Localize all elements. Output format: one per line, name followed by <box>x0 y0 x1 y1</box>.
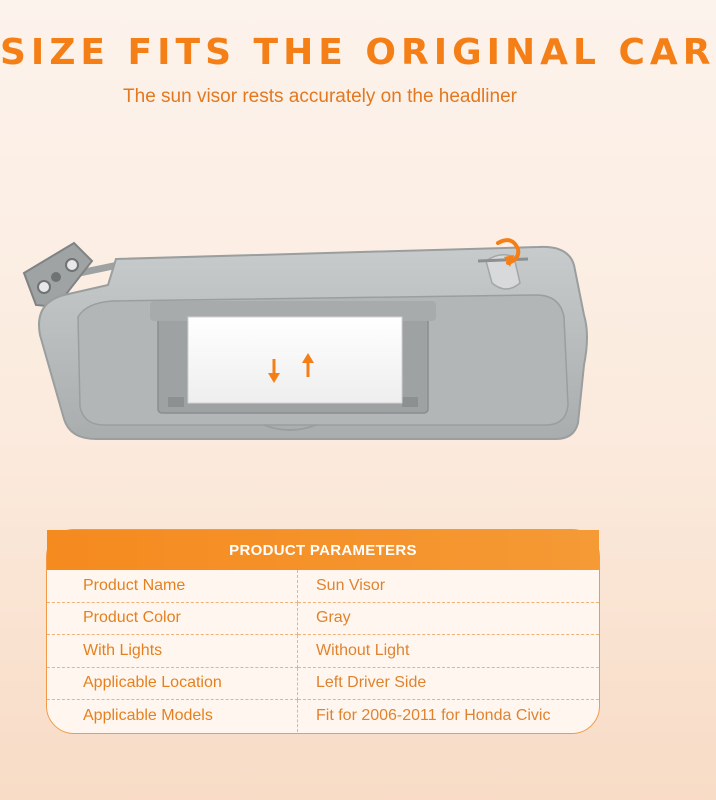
param-label: Applicable Models <box>47 700 298 732</box>
table-row <box>47 667 599 700</box>
parameters-grid <box>47 570 599 732</box>
subheadline: The sun visor rests accurately on the headliner <box>123 86 517 107</box>
param-value: Left Driver Side <box>298 667 600 700</box>
param-label: Applicable Location <box>47 667 298 700</box>
param-value: Fit for 2006-2011 for Honda Civic <box>316 706 551 724</box>
param-label: Product Name <box>47 570 298 602</box>
parameters-header: PRODUCT PARAMETERS <box>47 530 599 570</box>
headline: SIZE FITS THE ORIGINAL CAR <box>0 32 716 73</box>
product-image-sun-visor <box>0 225 640 465</box>
table-row <box>47 570 599 602</box>
table-row <box>47 700 599 732</box>
product-parameters-table <box>46 529 600 734</box>
param-value: Gray <box>298 602 600 635</box>
param-label: Product Color <box>47 602 298 635</box>
param-value: Without Light <box>298 635 600 668</box>
param-label: With Lights <box>47 635 298 668</box>
table-row <box>47 602 599 635</box>
param-value: Sun Visor <box>298 570 600 602</box>
table-row <box>47 635 599 668</box>
sun-visor-illustration <box>0 225 640 465</box>
